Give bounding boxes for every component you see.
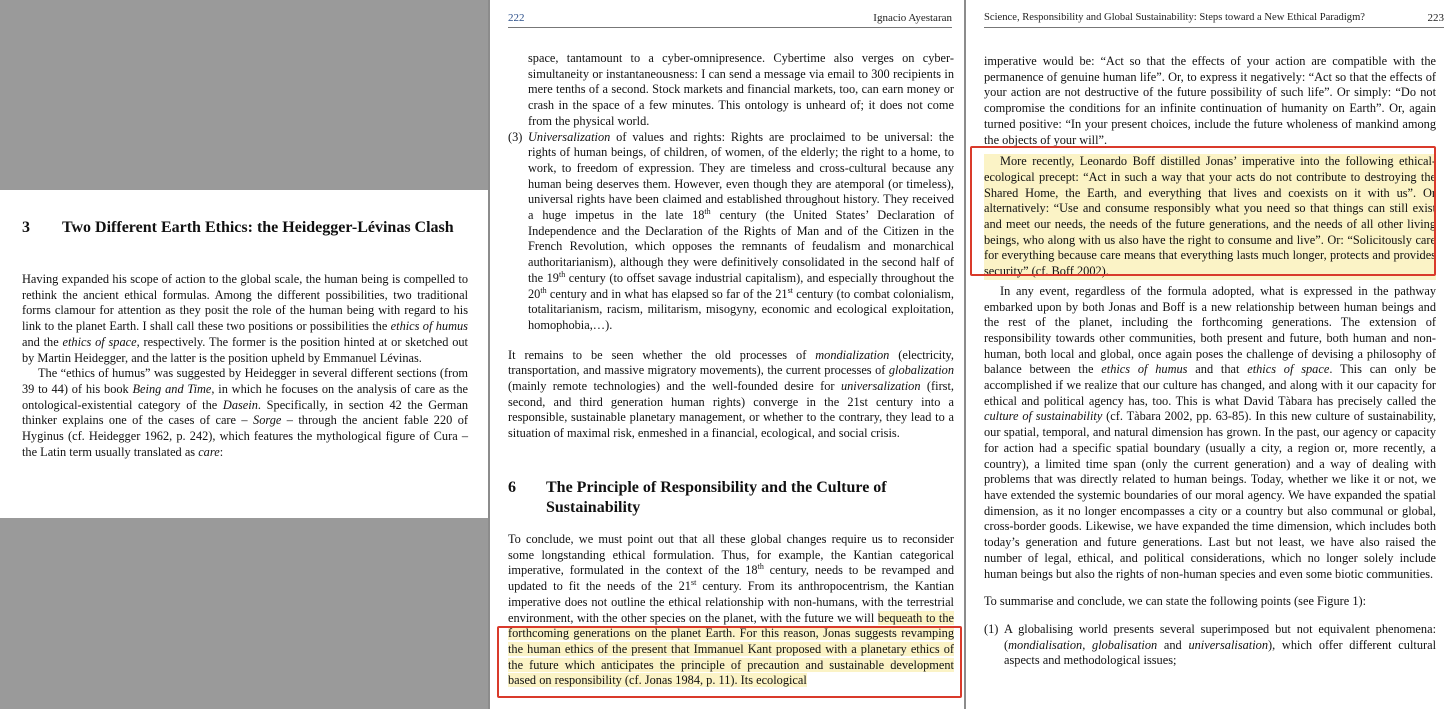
list-text: Universalization of values and rights: Rights are proclaimed to be universal: the rights of human beings, of children, of women, of the elderly; the right to a home, to work, to freedom of expression. They are timeless and cross-cultural because any human being deserves them. However, even though they are atemporal (or timeless), universal rights have been claimed and established throughout history. They received a huge impetus in the late 18th century (the United States’ Declaration of Independence and the Declaration of the Rights of Man and of the Citizen in the French Revolution, which opposes the remnants of feudalism and monarchical authoritarianism), although they were definitively consolidated in the second half of the 19th century (to offset savage industrial capitalism), and especially throughout the 20th century and in what has elapsed so far of the 21st century (to combat colonialism, totalitarianism, racism, militarism, misogyny, economic and ecological exploitation, homophobia,…). xyxy=(528,129,954,332)
list-item-3 xyxy=(508,130,954,334)
page-222 xyxy=(490,0,964,709)
middle-body-bottom xyxy=(508,532,954,689)
section-title: Two Different Earth Ethics: the Heidegger-Lévinas Clash xyxy=(62,219,454,236)
paragraph: In any event, regardless of the formula adopted, what is expressed in the pathway embarked upon by both Jonas and Boff is a new relationship between human beings and the rest of the planet, including the forthcoming generations. The extension of responsibility towards other communities, both present and future, both human and non-human, both local and global, once again poses the challenge of devising a philosophy of balance between the ethics of humus and that ethics of space. This can only be accomplished if we realize that our culture has changed, and along with it our capacity for ethical and political agency has, too. This is what David Tàbara has precisely called the culture of sustainability (cf. Tàbara 2002, pp. 63-85). In this new culture of sustainability, our spatial, temporal, and natural dimension has grown. In the past, our agency or capacity for action had a specific spatial boundary (usually a city, a region or, more recently, a country), a limited time span (only the current generation) and a way of dealing with problems that was directly related to human beings. Today, whether we like it or not, we have extended the systemic boundaries of our moral agency. We have expanded the spatial dimension, as it no longer encompasses a city or a country but also communal or global, cross-border goods. Likewise, we have expanded the time dimension, which includes both today’s generation and future generations. Last but not least, we have also raised the number of legal, ethical, and political considerations, which no longer solely include human beings but also the rights of non-human species and even some biotic communities. xyxy=(984,283,1437,581)
italic-run: ethics of humus xyxy=(390,319,468,334)
paragraph: It remains to be seen whether the old processes of mondialization (electricity, transportation, and massive migratory movements), the current processes of globalization (mainly remote technologies) and the well-founded desire for universalization (first, second, and third generation human rights) converge in the 21st century into a responsible, sustainable planetary management, or whether to the contrary, they lead to a situation of maximal risk, enmeshed in a financial, ecological, and social crisis. xyxy=(508,347,954,441)
superscript: th xyxy=(558,269,566,279)
header-rule xyxy=(984,27,1444,28)
italic-run: Universalization xyxy=(528,129,611,144)
page-223 xyxy=(966,0,1456,709)
italic-run: ethics of space xyxy=(1247,362,1330,377)
italic-run: mondialization xyxy=(815,347,890,362)
italic-run: universalization xyxy=(840,379,921,394)
italic-run: Sorge xyxy=(253,413,282,428)
superscript: th xyxy=(540,285,547,295)
section-number: 6 xyxy=(508,479,516,496)
italic-run: ethics of humus xyxy=(1101,362,1188,377)
italic-run: Being and Time xyxy=(132,381,212,396)
paragraph: The “ethics of humus” was suggested by Heidegger in several different sections (from 39 to 44) of his book Being and Time, in which he focuses on the analysis of care as the ontological-existential category of the Dasein. Specifically, in section 42 the German thinker explains one of the cases of care – Sorge – through the ancient fable 220 of Hyginus (cf. Heidegger 1962, p. 242), which features the mythological figure of Cura – the Latin term usually translated as care: xyxy=(22,366,468,459)
paragraph: Having expanded his scope of action to the global scale, the human being is compelled to rethink the ancient ethical formulas. Among the different possibilities, two traditional forms clamour for attention as they posit the role of the human being with regard to his link to the planet Earth. I shall call these two positions or possibilities the ethics of humus and the ethics of space, respectively. The former is the position hinted at or sketched out by Martin Heidegger, and the latter is the position upheld by Emmanuel Lévinas. xyxy=(22,272,468,365)
right-body xyxy=(984,54,1436,669)
page-number: 222 xyxy=(508,12,525,24)
paragraph: To conclude, we must point out that all these global changes require us to reconsider some longstanding ethical formulation. Thus, for example, the Kantian categorical imperative, formulated in the context of the 18th century, needs to be revamped and updated to fit the needs of the 21st century. From its anthropocentrism, the Kantian imperative does not outline the ethical relationship with non-humans, with the terrestrial environment, with the other species on the planet, with the future we will bequeath to the forthcoming generations on the planet Earth. For this reason, Jonas suggests revamping the human ethics of the present that Immanuel Kant proposed with a planetary ethics of the future which anticipates the principle of precaution and sustainable development based on responsibility (cf. Jonas 1984, p. 11). Its ecological xyxy=(508,532,955,688)
superscript: th xyxy=(704,206,711,216)
list-label: (3) xyxy=(508,129,523,144)
paragraph xyxy=(984,154,1436,280)
italic-run: universalisation xyxy=(1188,637,1269,652)
highlighted-text: bequeath to the forthcoming generations on the planet Earth. For this reason, Jonas suggests revamping the human ethics of the present that Immanuel Kant proposed with a planetary ethics of the future which anticipates the principle of precaution and sustainable development based on responsibility (cf. Jonas 1984, p. 11). Its ecological xyxy=(508,610,954,688)
left-page xyxy=(0,190,488,518)
list-label: (1) xyxy=(984,621,999,636)
header-rule xyxy=(508,27,952,28)
page-number: 223 xyxy=(1427,12,1444,24)
section-number: 3 xyxy=(22,219,30,236)
italic-run: Dasein xyxy=(222,397,258,412)
section-title: The Principle of Responsibility and the Culture of Sustainability xyxy=(546,479,887,516)
highlighted-text: More recently, Leonardo Boff distilled Jonas’ imperative into the following ethical-ecological precept: “Act in such a way that your acts do not contribute to destroying the Shared Home, the Earth, and everything that lives and coexists on it with us”. Or alternatively: “Use and consume responsibly what you need so that things can still exist and meet our needs, the needs of the future generations, and the needs of all other living beings, who along with us also have the right to consume and live”. Or: “Solicitously care for everything because care means that everything lasts much longer, protects and provides security” (cf. Boff 2002). xyxy=(984,154,1436,279)
superscript: th xyxy=(757,562,764,572)
italic-run: mondialisation xyxy=(1008,637,1083,652)
italic-run: ethics of space xyxy=(62,334,137,349)
superscript: st xyxy=(690,578,697,587)
running-head: Science, Responsibility and Global Sustainability: Steps toward a New Ethical Paradigm? xyxy=(984,12,1366,23)
list-text: A globalising world presents several superimposed but not equivalent phenomena: (mondialisation, globalisation and universalisation), which offer different cultural aspects and methodological issues; xyxy=(1004,621,1437,668)
section-3-heading xyxy=(22,218,462,238)
superscript: st xyxy=(787,285,793,295)
list-item-1 xyxy=(984,622,1436,669)
left-body xyxy=(22,272,468,460)
paragraph: imperative would be: “Act so that the effects of your action are compatible with the permanence of genuine human life”. Or, to express it negatively: “Act so that the effects of your action are not destructive of the future possibility of such life”. Or simply: “Do not compromise the conditions for an infinite continuation of humanity on Earth”. Or, again turned positive: “In your present choices, include the future wholeness of mankind among the objects of your will”. xyxy=(984,54,1436,147)
italic-run: globalisation xyxy=(1092,637,1158,652)
middle-body-top xyxy=(508,51,954,442)
italic-run: culture of sustainability xyxy=(984,409,1103,424)
paragraph: To summarise and conclude, we can state the following points (see Figure 1): xyxy=(984,594,1367,609)
paragraph: space, tantamount to a cyber-omnipresence. Cybertime also verges on cyber-simultaneity or instantaneousness: I can send a message via email to 300 recipients in mere tenths of a second. Stock markets and financial markets, too, can earn money or crash in the space of a few minutes. This ontology is unheard of; it does not come from the physical world. xyxy=(528,51,954,128)
section-6-heading xyxy=(508,478,948,518)
italic-run: globalization xyxy=(888,363,954,378)
italic-run: care xyxy=(198,444,220,459)
running-head: Ignacio Ayestaran xyxy=(873,12,952,24)
